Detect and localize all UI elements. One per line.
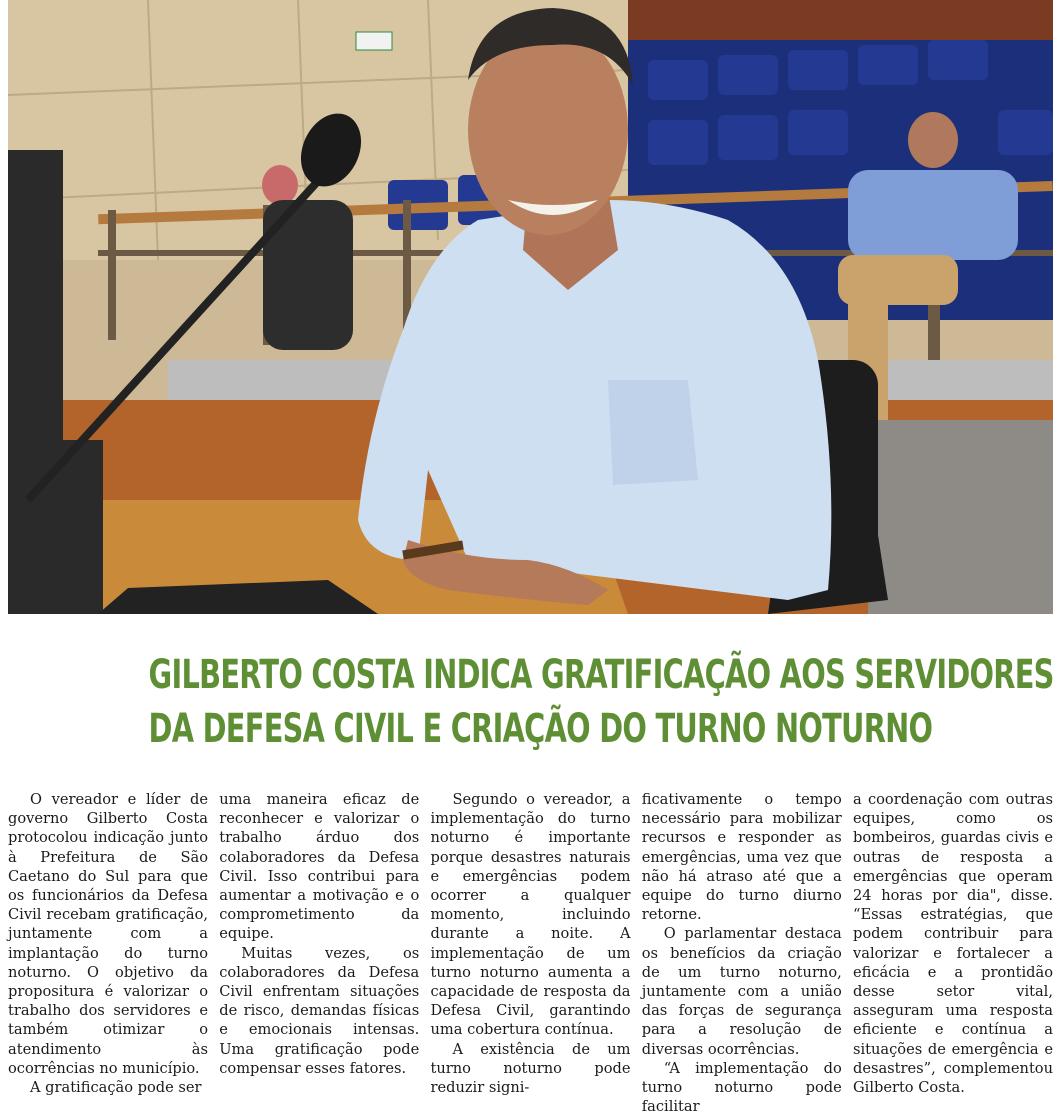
- article-headline: [0, 648, 1061, 756]
- article-column-5: [853, 790, 1053, 1097]
- article-column-3: [430, 790, 631, 1097]
- paragraph: ficativamente o tempo necessário para mobilizar recursos e responder as emergências, uma vez que não há atraso até que a equipe do turno diurno retorne.: [641, 791, 842, 924]
- article-column-4: [641, 790, 842, 1116]
- paragraph: O vereador e líder de governo Gilberto Costa protocolou indicação junto à Prefeitura de São Caetano do Sul para que os funcionários da Defesa Civil recebam gratificação, juntamente com a implantação do turno noturno. O objetivo da propositura é valorizar o trabalho dos servidores e também otimizar o atendimento às ocorrências no município.: [8, 791, 208, 1077]
- paragraph: uma maneira eficaz de reconhecer e valorizar o trabalho árduo dos colaboradores da Defesa Civil. Isso contribui para aumentar a motivação e o comprometimento da equipe.: [219, 791, 420, 943]
- paragraph: A existência de um turno noturno pode reduzir signi-: [430, 1040, 631, 1097]
- headline-line-1: GILBERTO COSTA INDICA GRATIFICAÇÃO AOS SERVIDORES: [148, 652, 1054, 698]
- paragraph: O parlamentar destaca os benefícios da criação de um turno noturno, juntamente com a união das forças de segurança para a resolução de diversas ocorrências.: [641, 925, 842, 1058]
- paragraph: “A implementação do turno noturno pode facilitar: [641, 1059, 842, 1116]
- article-column-1: [8, 790, 208, 1097]
- article-body: [8, 790, 1053, 1116]
- article-column-2: [219, 790, 419, 1086]
- paragraph: Segundo o vereador, a implementação do turno noturno é importante porque desastres naturais e emergências podem ocorrer a qualquer momento, incluindo durante a noite. A implementação de um turno noturno aumenta a capacidade de resposta da Defesa Civil, garantindo uma cobertura contínua.: [430, 791, 631, 1039]
- paragraph: A gratificação pode ser: [30, 1079, 202, 1097]
- paragraph: Muitas vezes, os colaboradores da Defesa Civil enfrentam situações de risco, demandas físicas e emocionais intensas. Uma gratificação pode compensar esses fatores.: [219, 944, 420, 1077]
- article-photo: [8, 0, 1053, 614]
- paragraph: a coordenação com outras equipes, como os bombeiros, guardas civis e outras de resposta a emergências que operam 24 horas por dia", disse. “Essas estratégias, que podem contribuir para valorizar e fortalecer a eficácia e a prontidão desse setor vital, asseguram uma resposta eficiente e contínua a situações de emergência e desastres”, complementou Gilberto Costa.: [853, 791, 1053, 1097]
- headline-line-2: DA DEFESA CIVIL E CRIAÇÃO DO TURNO NOTURNO: [148, 706, 933, 752]
